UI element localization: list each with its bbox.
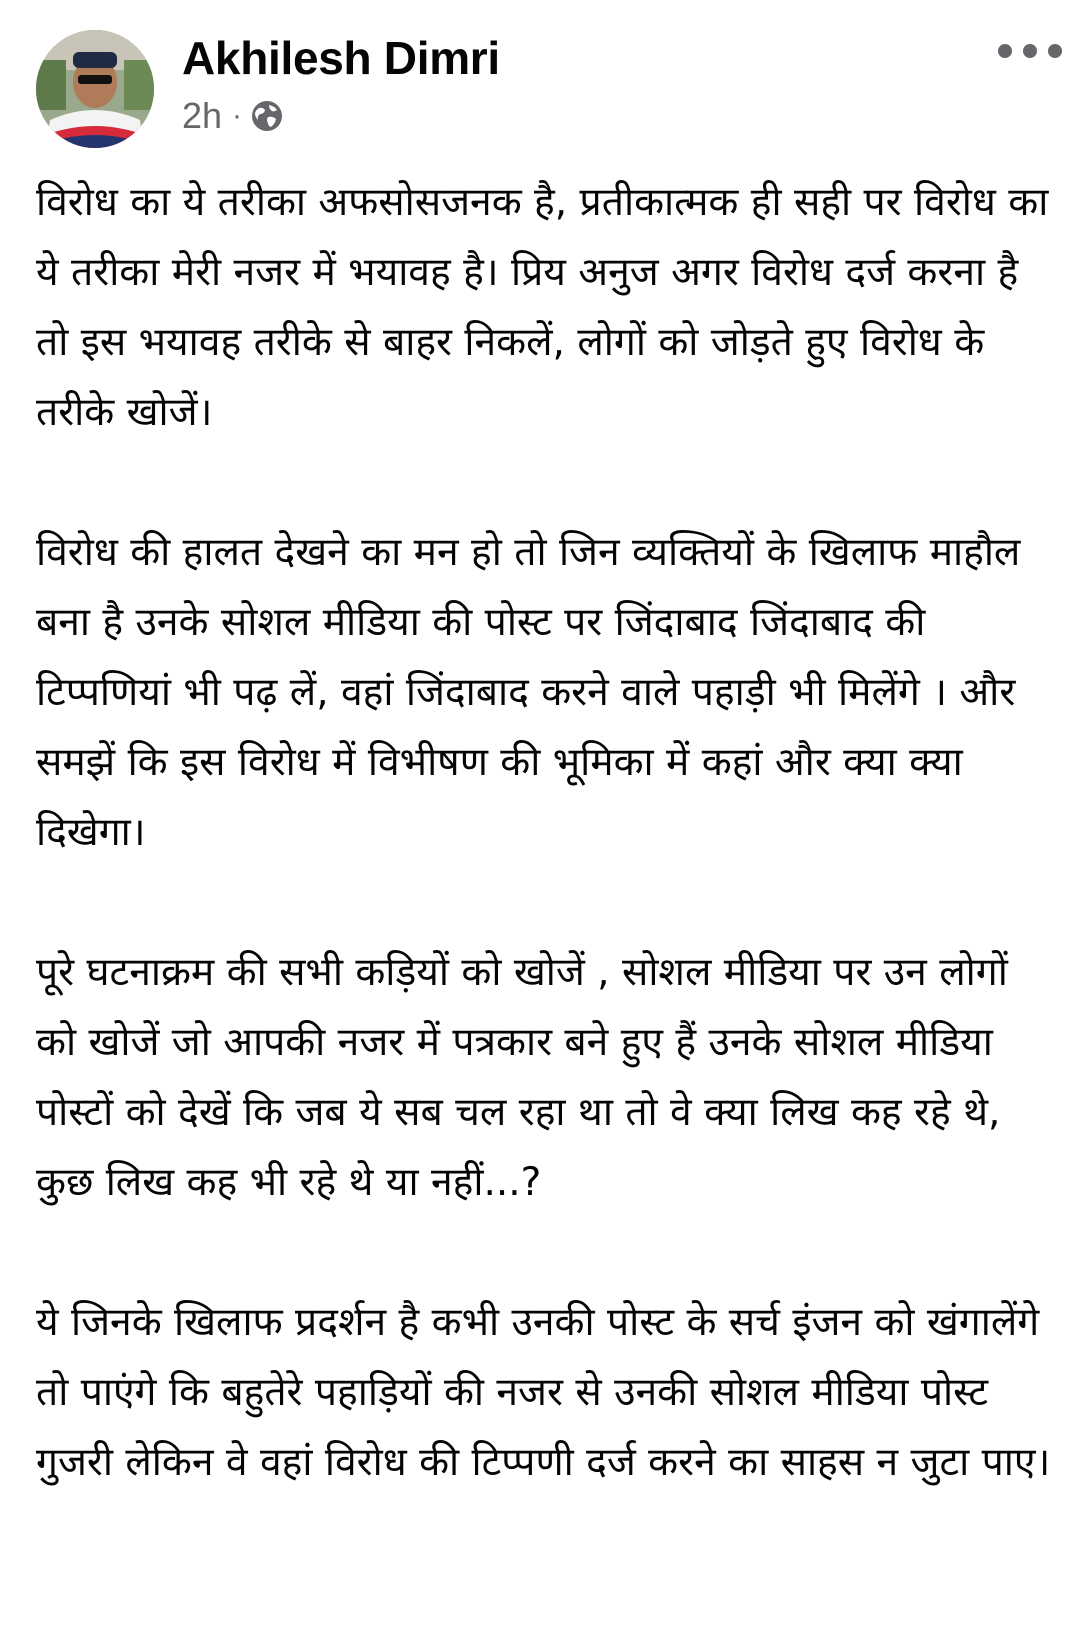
post-paragraph-1: विरोध का ये तरीका अफसोसजनक है, प्रतीकात्मक ही सही पर विरोध का ये तरीका मेरी नजर में भयावह है। प्रिय अनुज अगर विरोध दर्ज करना है तो इस भयावह तरीके से बाहर निकलें, लोगों को जोड़ते हुए विरोध के तरीके खोजें।	[36, 180, 1049, 435]
post-paragraph-2: विरोध की हालत देखने का मन हो तो जिन व्यक्तियों के खिलाफ माहौल बना है उनके सोशल मीडिया की पोस्ट पर जिंदाबाद जिंदाबाद की टिप्पणियां भी पढ़ लें, वहां जिंदाबाद करने वाले पहाड़ी भी मिलेंगे । और समझें कि इस विरोध में विभीषण की भूमिका में कहां और क्या क्या दिखेगा।	[36, 530, 1021, 855]
globe-icon[interactable]	[250, 99, 284, 133]
post-paragraph-3: पूरे घटनाक्रम की सभी कड़ियों को खोजें , सोशल मीडिया पर उन लोगों को खोजें जो आपकी नजर में पत्रकार बने हुए हैं उनके सोशल मीडिया पोस्टों को देखें कि जब ये सब चल रहा था तो वे क्या लिख कह रहे थे, कुछ लिख कह भी रहे थे या नहीं...?	[36, 950, 1008, 1205]
more-options-icon	[998, 44, 1012, 58]
post-paragraph-4: ये जिनके खिलाफ प्रदर्शन है कभी उनकी पोस्ट के सर्च इंजन को खंगालेंगे तो पाएंगे कि बहुतेरे पहाड़ियों की नजर से उनकी सोशल मीडिया पोस्ट गुजरी लेकिन वे वहां विरोध की टिप्पणी दर्ज करने का साहस न जुटा पाए।	[36, 1300, 1051, 1485]
avatar[interactable]	[36, 30, 154, 148]
post-body	[36, 168, 1056, 1498]
post-meta	[182, 96, 284, 136]
post-header	[0, 0, 1080, 160]
author-name[interactable]: Akhilesh Dimri	[182, 32, 500, 84]
more-options-button[interactable]	[998, 36, 1062, 66]
more-options-dot	[1023, 44, 1037, 58]
post-timestamp[interactable]: 2h	[182, 95, 223, 136]
more-options-dot	[1048, 44, 1062, 58]
meta-separator: ·	[232, 99, 243, 132]
avatar-photo	[36, 30, 154, 148]
